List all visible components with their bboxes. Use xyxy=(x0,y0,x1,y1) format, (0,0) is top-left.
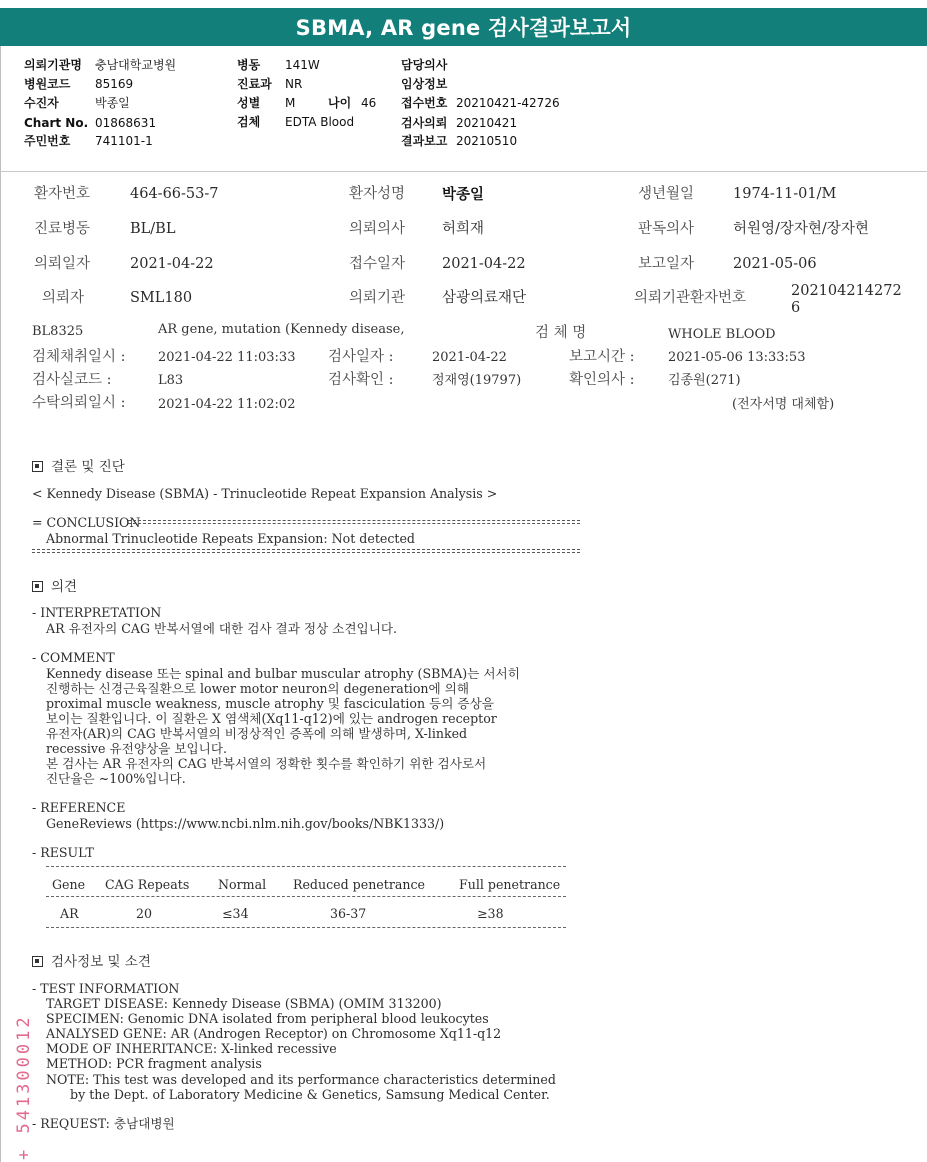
testinfo-line: METHOD: PCR fragment analysis xyxy=(46,1056,262,1071)
consign-time-value: 2021-04-22 11:02:02 xyxy=(158,397,296,412)
result-header-full: Full penetrance xyxy=(459,877,561,892)
comment-line: 본 검사는 AR 유전자의 CAG 반복서열의 정확한 횟수를 확인하기 위한 검사로서 xyxy=(46,756,487,771)
result-header-normal: Normal xyxy=(218,877,267,892)
department-value: NR xyxy=(285,77,303,91)
comment-label: - COMMENT xyxy=(32,650,115,665)
referring-org-label: 의뢰기관 xyxy=(349,290,406,306)
patient-no-label: 환자번호 xyxy=(34,186,91,202)
testinfo-label: - TEST INFORMATION xyxy=(32,981,180,996)
sex-label: 성별 xyxy=(237,96,261,110)
reading-doctor-label: 판독의사 xyxy=(638,221,695,237)
testinfo-line: ANALYSED GENE: AR (Androgen Receptor) on Chromosome Xq11-q12 xyxy=(46,1026,502,1041)
esign-note: (전자서명 대체함) xyxy=(732,397,835,412)
referral-header xyxy=(0,46,927,172)
result-rule xyxy=(46,866,566,867)
consign-time-label: 수탁의뢰일시 : xyxy=(32,395,126,411)
conclusion-rule-bottom xyxy=(32,549,580,553)
section-bullet-icon xyxy=(32,956,43,967)
test-code: BL8325 xyxy=(32,324,84,339)
specimen-type-value: EDTA Blood xyxy=(285,115,355,129)
conclusion-title-text: 결론 및 진단 xyxy=(51,459,125,475)
requester-label: 의뢰자 xyxy=(42,290,85,306)
result-cell-reduced: 36-37 xyxy=(330,906,367,921)
ordering-doctor-value: 허희재 xyxy=(442,221,485,237)
requester-value: SML180 xyxy=(130,290,193,306)
referring-patient-no-label: 의뢰기관환자번호 xyxy=(634,290,747,306)
result-cell-full: ≥38 xyxy=(477,906,504,921)
reference-label: - REFERENCE xyxy=(32,800,126,815)
receipt-date-label: 접수일자 xyxy=(349,256,406,272)
comment-line: 보이는 질환입니다. 이 질환은 X 염색체(Xq11-q12)에 있는 androgen receptor xyxy=(46,711,497,726)
test-request-label: 검사의뢰 xyxy=(401,116,448,130)
interpretation-text: AR 유전자의 CAG 반복서열에 대한 검사 결과 정상 소견입니다. xyxy=(46,621,398,636)
ward-detail-label: 진료병동 xyxy=(34,221,91,237)
testinfo-title-text: 검사정보 및 소견 xyxy=(51,954,151,970)
birth-date-value: 1974-11-01/M xyxy=(733,186,837,202)
collect-time-label: 검체채취일시 : xyxy=(32,349,126,365)
result-rule xyxy=(46,896,566,897)
collect-time-value: 2021-04-22 11:03:33 xyxy=(158,350,296,365)
test-confirm-value: 정재영(19797) xyxy=(432,373,522,388)
attending-doctor-label: 담당의사 xyxy=(401,58,448,72)
request-line: - REQUEST: 충남대병원 xyxy=(32,1116,175,1131)
result-report-label: 결과보고 xyxy=(401,134,448,148)
analysis-title: < Kennedy Disease (SBMA) - Trinucleotide Repeat Expansion Analysis > xyxy=(32,486,498,501)
report-time-label: 보고시간 : xyxy=(569,349,635,365)
result-rule xyxy=(46,927,566,928)
result-cell-cag: 20 xyxy=(136,906,153,921)
age-value: 46 xyxy=(361,96,377,110)
test-date-value: 2021-04-22 xyxy=(432,350,507,365)
section-bullet-icon xyxy=(32,581,43,592)
interpretation-label: - INTERPRETATION xyxy=(32,605,162,620)
result-header-reduced: Reduced penetrance xyxy=(293,877,425,892)
comment-line: 진단율은 ~100%입니다. xyxy=(46,771,186,786)
examinee-value: 박종일 xyxy=(95,96,130,110)
sex-value: M xyxy=(285,96,296,110)
hospital-code-value: 85169 xyxy=(95,77,134,91)
referring-patient-no-overflow: 6 xyxy=(791,300,801,316)
lab-code-label: 검사실코드 : xyxy=(32,372,112,388)
result-report-value: 20210510 xyxy=(456,134,518,148)
receipt-date-value: 2021-04-22 xyxy=(442,256,526,272)
ward-value: 141W xyxy=(285,58,320,72)
specimen-name-label: 검 체 명 xyxy=(535,325,587,341)
request-date-label: 의뢰일자 xyxy=(34,256,91,272)
result-cell-gene: AR xyxy=(60,906,79,921)
test-date-label: 검사일자 : xyxy=(328,349,394,365)
chart-no-label: Chart No. xyxy=(24,116,89,130)
conclusion-label: = CONCLUSION xyxy=(32,515,141,530)
patient-no-value: 464-66-53-7 xyxy=(130,186,219,202)
testinfo-line: TARGET DISEASE: Kennedy Disease (SBMA) (OMIM 313200) xyxy=(46,996,442,1011)
comment-line: recessive 유전양상을 보입니다. xyxy=(46,741,228,756)
reference-text: GeneReviews (https://www.ncbi.nlm.nih.gov/books/NBK1333/) xyxy=(46,816,445,831)
examinee-label: 수진자 xyxy=(24,96,59,110)
hospital-code-label: 병원코드 xyxy=(24,77,71,91)
reading-doctor-value: 허원영/장자현/장자현 xyxy=(733,221,869,237)
testinfo-line: SPECIMEN: Genomic DNA isolated from peripheral blood leukocytes xyxy=(46,1011,489,1026)
hospital-name-label: 의뢰기관명 xyxy=(24,58,82,72)
receipt-no-label: 접수번호 xyxy=(401,96,448,110)
hospital-name-value: 충남대학교병원 xyxy=(95,58,177,72)
comment-line: 진행하는 신경근육질환으로 lower motor neuron의 degeneration에 의해 xyxy=(46,681,470,696)
ordering-doctor-label: 의뢰의사 xyxy=(349,221,406,237)
frame-left-border xyxy=(0,46,1,1162)
resident-no-label: 주민번호 xyxy=(24,134,71,148)
result-header-cag: CAG Repeats xyxy=(105,877,190,892)
lab-code-value: L83 xyxy=(158,373,184,388)
result-label: - RESULT xyxy=(32,845,94,860)
report-date-value: 2021-05-06 xyxy=(733,256,817,272)
testinfo-line: by the Dept. of Laboratory Medicine & Genetics, Samsung Medical Center. xyxy=(46,1087,550,1102)
specimen-type-label: 검체 xyxy=(237,115,261,129)
birth-date-label: 생년월일 xyxy=(638,186,695,202)
testinfo-line: NOTE: This test was developed and its performance characteristics determined xyxy=(46,1072,556,1087)
confirm-doctor-label: 확인의사 : xyxy=(569,372,635,388)
age-label: 나이 xyxy=(328,96,352,110)
comment-line: proximal muscle weakness, muscle atrophy 및 fasciculation 등의 증상을 xyxy=(46,696,494,711)
report-time-value: 2021-05-06 13:33:53 xyxy=(668,350,806,365)
patient-name-value: 박종일 xyxy=(442,186,485,203)
testinfo-line: MODE OF INHERITANCE: X-linked recessive xyxy=(46,1041,337,1056)
receipt-no-value: 20210421-42726 xyxy=(456,96,560,110)
test-confirm-label: 검사확인 : xyxy=(328,372,394,388)
comment-line: Kennedy disease 또는 spinal and bulbar muscular atrophy (SBMA)는 서서히 xyxy=(46,666,520,681)
ward-detail-value: BL/BL xyxy=(130,221,176,237)
result-header-gene: Gene xyxy=(52,877,86,892)
testinfo-section-title xyxy=(32,950,151,970)
test-request-value: 20210421 xyxy=(456,116,518,130)
side-barcode-number: + 541300012 xyxy=(14,1014,34,1160)
test-name: AR gene, mutation (Kennedy disease, xyxy=(158,322,405,337)
specimen-name-value: WHOLE BLOOD xyxy=(668,327,776,342)
section-bullet-icon xyxy=(32,461,43,472)
comment-line: 유전자(AR)의 CAG 반복서열의 비정상적인 증폭에 의해 발생하며, X-linked xyxy=(46,726,468,741)
conclusion-text: Abnormal Trinucleotide Repeats Expansion: Not detected xyxy=(46,531,415,546)
chart-no-value: 01868631 xyxy=(95,116,157,130)
ward-label: 병동 xyxy=(237,58,261,72)
opinion-title-text: 의견 xyxy=(51,579,78,595)
referring-patient-no-value: 202104214272 xyxy=(791,283,902,299)
opinion-section-title xyxy=(32,575,77,595)
conclusion-section-title xyxy=(32,455,125,475)
result-cell-normal: ≤34 xyxy=(222,906,249,921)
clinical-info-label: 임상정보 xyxy=(401,77,448,91)
conclusion-rule-top xyxy=(128,520,580,524)
resident-no-value: 741101-1 xyxy=(95,134,153,148)
department-label: 진료과 xyxy=(237,77,272,91)
patient-name-label: 환자성명 xyxy=(349,186,406,202)
report-title: SBMA, AR gene 검사결과보고서 xyxy=(0,8,927,46)
report-date-label: 보고일자 xyxy=(638,256,695,272)
confirm-doctor-value: 김종원(271) xyxy=(668,373,741,388)
request-date-value: 2021-04-22 xyxy=(130,256,214,272)
referring-org-value: 삼광의료재단 xyxy=(442,290,527,306)
